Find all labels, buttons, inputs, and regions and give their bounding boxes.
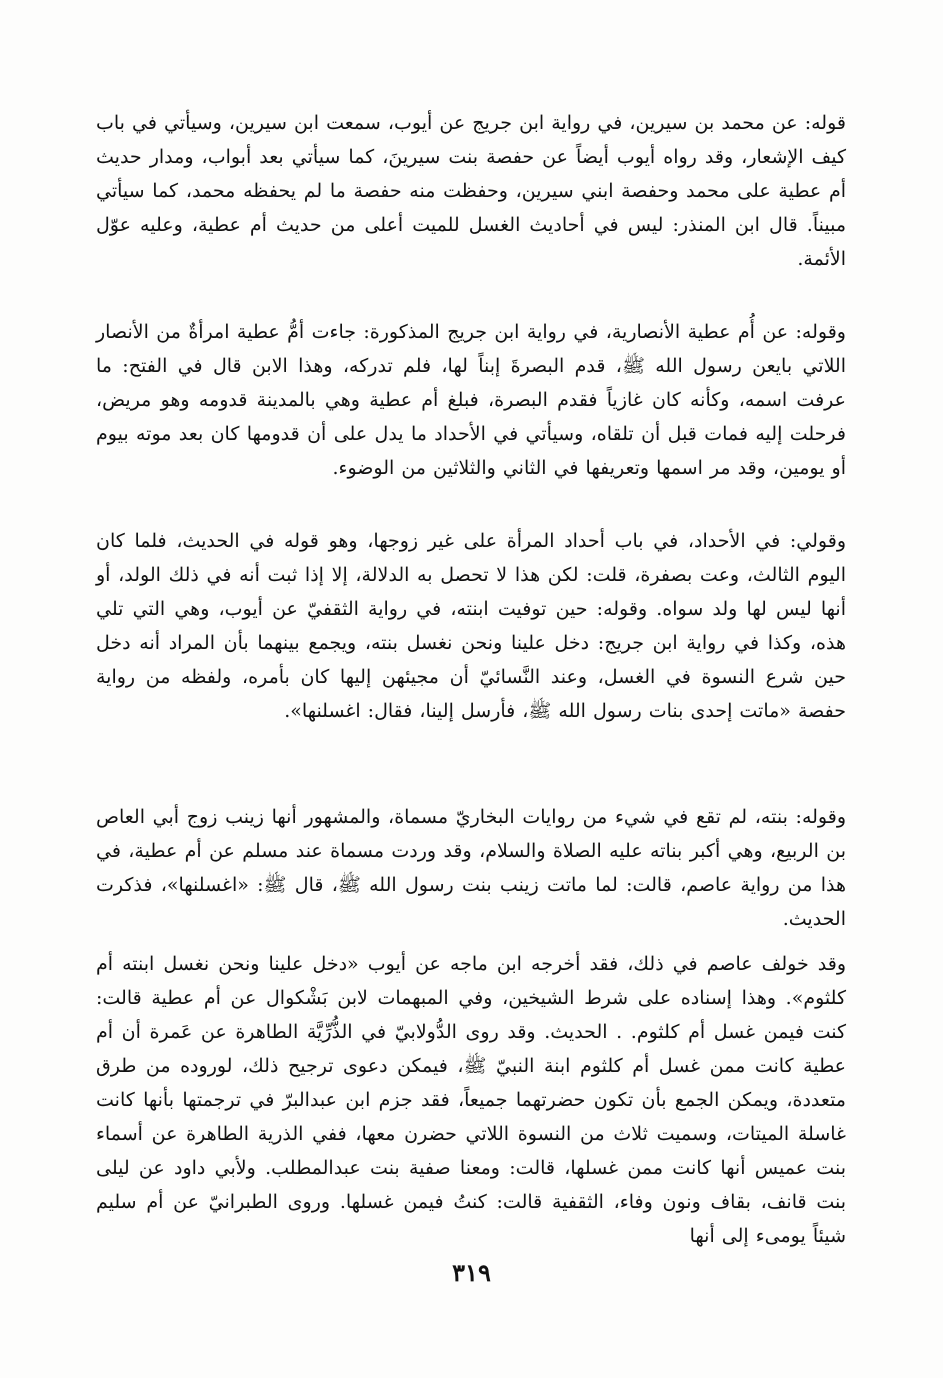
paragraph-1: قوله: عن محمد بن سيرين، في رواية ابن جريج عن أيوب، سمعت ابن سيرين، وسيأتي في باب كيف الإشعار، وقد رواه أيوب أيضاً عن حفصة بنت سيرينَ، كما سيأتي بعد أبواب، ومدار حديث أم عطية على محمد وحفصة ابني سيرين، وحفظت منه حفصة ما لم يحفظه محمد، كما سيأتي مبيناً. قال ابن المنذر: ليس في أحاديث الغسل للميت أعلى من حديث أم عطية، وعليه عوّل الأئمة. bbox=[96, 112, 846, 270]
paragraph-2: وقوله: عن أُم عطية الأنصارية، في رواية ابن جريج المذكورة: جاءت أمُّ عطية امرأةٌ من الأنصار اللاتي بايعن رسول الله ﷺ، قدم البصرةَ إبناً لها، فلم تدركه، وهذا الابن قال في الفتح: ما عرفت اسمه، وكأنه كان غازياً فقدم البصرة، فبلغ أم عطية وهي بالمدينة قدومه وهو مريض، فرحلت إليه فمات قبل أن تلقاه، وسيأتي في الأحداد ما يدل على أن قدومها كان بعد موته بيوم أو يومين، وقد مر اسمها وتعريفها في الثاني والثلاثين من الوضوء. bbox=[96, 321, 846, 479]
paragraph-4: وقوله: بنته، لم تقع في شيء من روايات البخاريّ مسماة، والمشهور أنها زينب زوج أبي العاص بن الربيع، وهي أكبر بناته عليه الصلاة والسلام، وقد وردت مسماة عند مسلم عن أم عطية، في هذا من رواية عاصم، قالت: لما ماتت زينب بنت رسول الله ﷺ، قال ﷺ: «اغسلنها»، فذكرت الحديث. bbox=[96, 806, 846, 930]
page-number: ٣١٩ bbox=[452, 1258, 491, 1287]
paragraph-5: وقد خولف عاصم في ذلك، فقد أخرجه ابن ماجه عن أيوب «دخل علينا ونحن نغسل ابنته أم كلثوم». وهذا إسناده على شرط الشيخين، وفي المبهمات لابن بَشْكوال عن أم عطية قالت: كنت فيمن غسل أم كلثوم. . الحديث. وقد روى الدُّولابيّ في الذُّرِّيَّة الطاهرة عن عَمرة أن أم عطية كانت ممن غسل أم كلثوم ابنة النبيّ ﷺ، فيمكن دعوى ترجيح ذلك، لوروده من طرق متعددة، ويمكن الجمع بأن تكون حضرتهما جميعاً، فقد جزم ابن عبدالبرّ في ترجمتها بأنها كانت غاسلة الميتات، وسميت ثلاث من النسوة اللاتي حضرن معها، ففي الذرية الطاهرة عن أسماء بنت عميس أنها كانت ممن غسلها، قالت: ومعنا صفية بنت عبدالمطلب. ولأبي داود عن ليلى بنت قانف، بقاف ونون وفاء، الثقفية قالت: كنتُ فيمن غسلها. وروى الطبرانيّ عن أم سليم شيئاً يومىء إلى أنها bbox=[96, 953, 846, 1247]
paragraph-3: وقولي: في الأحداد، في باب أحداد المرأة على غير زوجها، وهو قوله في الحديث، فلما كان اليوم الثالث، وعت بصفرة، قلت: لكن هذا لا تحصل به الدلالة، إلا إذا ثبت أنه في ذلك الولد، أو أنها ليس لها ولد سواه. وقوله: حين توفيت ابنته، في رواية الثقفيّ عن أيوب، وهي التي تلي هذه، وكذا في رواية ابن جريج: دخل علينا ونحن نغسل بنته، ويجمع بينهما بأن المراد أنه دخل حين شرع النسوة في الغسل، وعند النَّسائيّ أن مجيئهن إليها كان بأمره، ولفظه من رواية حفصة «ماتت إحدى بنات رسول الله ﷺ، فأرسل إلينا، فقال: اغسلنها». bbox=[96, 530, 846, 722]
